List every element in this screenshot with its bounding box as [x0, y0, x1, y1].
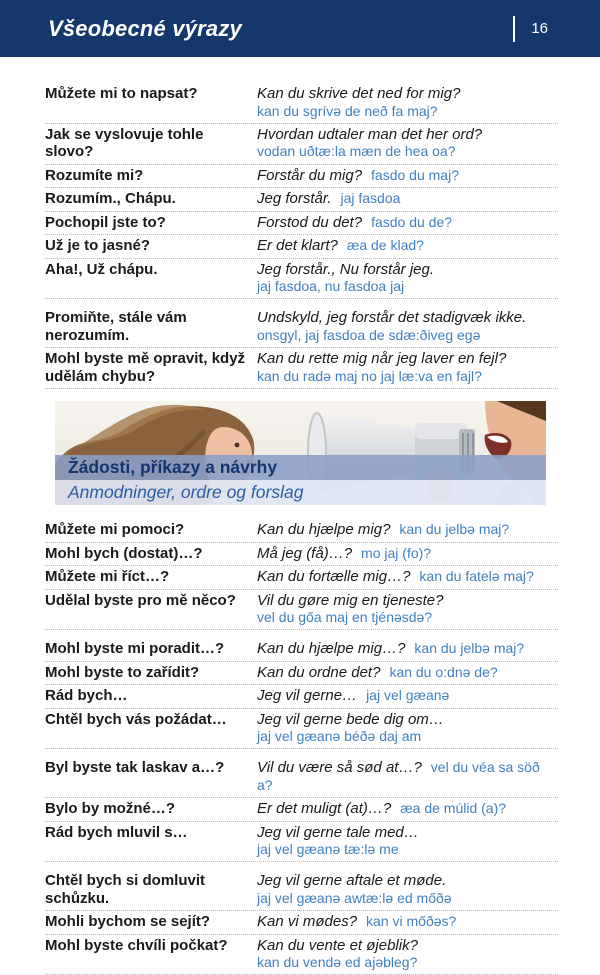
phonetic-transcription: vel du gőa maj en tjénəsdə? — [257, 609, 558, 626]
danish-phrase: Jeg vil gerne bede dig om… — [257, 711, 444, 728]
phonetic-transcription: jaj vel gæanə tæ:lə me — [257, 841, 558, 858]
czech-phrase: Rozumím., Chápu. — [45, 190, 257, 208]
page-number-separator — [513, 16, 515, 42]
danish-phrase: Forstod du det? — [257, 214, 362, 231]
phrase-row — [45, 212, 558, 236]
czech-phrase: Udělal byste pro mě něco? — [45, 592, 257, 627]
phrase-row — [45, 638, 558, 662]
phrase-row — [45, 822, 558, 863]
danish-phrase: Jeg vil gerne tale med… — [257, 824, 419, 841]
phonetic-transcription: kan vi mőðəs? — [366, 913, 456, 929]
danish-phrase: Kan du vente et øjeblik? — [257, 937, 418, 954]
chapter-title: Všeobecné výrazy — [48, 16, 513, 42]
translation-cell — [257, 872, 558, 907]
page-content — [0, 57, 600, 863]
translation-cell — [257, 545, 558, 563]
phrase-row — [45, 935, 558, 975]
danish-phrase: Kan du ordne det? — [257, 664, 380, 681]
phonetic-transcription: jaj vel gæanə awtæ:lə ed mőðə — [257, 890, 558, 907]
section-photo-banner — [55, 401, 546, 505]
czech-phrase: Mohli bychom se sejít? — [45, 913, 257, 931]
phrase-row — [45, 235, 558, 259]
danish-phrase: Forstår du mig? — [257, 167, 362, 184]
translation-cell — [257, 800, 558, 818]
translation-cell — [257, 711, 558, 746]
phonetic-transcription: vel du véa sa söð a? — [257, 759, 540, 793]
czech-phrase: Rád bych mluvil s… — [45, 824, 257, 859]
translation-cell — [257, 568, 558, 586]
danish-phrase: Kan vi mødes? — [257, 913, 357, 930]
phonetic-transcription: kan du vendə ed ajəbleg? — [257, 954, 558, 971]
phonetic-transcription: æa de klad? — [347, 237, 424, 253]
phrase-row — [45, 165, 558, 189]
czech-phrase: Můžete mi říct…? — [45, 568, 257, 586]
phrase-row — [45, 709, 558, 750]
phonetic-transcription: kan du o:dnə de? — [389, 664, 497, 680]
danish-phrase: Kan du hjælpe mig…? — [257, 640, 405, 657]
danish-phrase: Hvordan udtaler man det her ord? — [257, 126, 482, 143]
danish-phrase: Kan du skrive det ned for mig? — [257, 85, 460, 102]
translation-cell — [257, 664, 558, 682]
chapter-header — [0, 0, 600, 57]
czech-phrase: Aha!, Už chápu. — [45, 261, 257, 296]
danish-phrase: Vil du være så sød at…? — [257, 759, 422, 776]
phrase-row — [45, 188, 558, 212]
phrase-row — [45, 566, 558, 590]
translation-cell — [257, 190, 558, 208]
danish-phrase: Jeg forstår., Nu forstår jeg. — [257, 261, 434, 278]
phrase-row — [45, 798, 558, 822]
translation-cell — [257, 309, 558, 344]
translation-cell — [257, 167, 558, 185]
translation-cell — [257, 126, 558, 161]
danish-phrase: Kan du fortælle mig…? — [257, 568, 410, 585]
phonetic-transcription: mo jaj (fo)? — [361, 545, 431, 561]
czech-phrase: Chtěl bych si domluvit schůzku. — [45, 872, 257, 907]
phrase-row — [45, 870, 558, 911]
phrase-row — [45, 662, 558, 686]
phrase-row — [45, 348, 558, 389]
danish-phrase: Må jeg (få)…? — [257, 545, 352, 562]
czech-phrase: Rád bych… — [45, 687, 257, 705]
czech-phrase: Můžete mi pomoci? — [45, 521, 257, 539]
phonetic-transcription: kan du radə maj no jaj læ:va en fajl? — [257, 368, 558, 385]
translation-cell — [257, 592, 558, 627]
translation-cell — [257, 261, 558, 296]
czech-phrase: Mohl byste mi poradit…? — [45, 640, 257, 658]
czech-phrase: Jak se vyslovuje tohle slovo? — [45, 126, 257, 161]
phonetic-transcription: fasdo du de? — [371, 214, 452, 230]
section-title-czech: Žádosti, příkazy a návrhy — [55, 455, 546, 480]
phrase-row — [45, 757, 558, 798]
danish-phrase: Kan du hjælpe mig? — [257, 521, 390, 538]
danish-phrase: Kan du rette mig når jeg laver en fejl? — [257, 350, 506, 367]
translation-cell — [257, 759, 558, 794]
phrase-row — [45, 259, 558, 300]
danish-phrase: Jeg forstår. — [257, 190, 331, 207]
danish-phrase: Jeg vil gerne aftale et møde. — [257, 872, 446, 889]
phonetic-transcription: jaj vel gæanə béðə daj am — [257, 728, 558, 745]
czech-phrase: Mohl byste to zařídit? — [45, 664, 257, 682]
phonetic-transcription: onsgyl, jaj fasdoa de sdæ:ðiveg egə — [257, 327, 558, 344]
czech-phrase: Pochopil jste to? — [45, 214, 257, 232]
phrase-row — [45, 590, 558, 631]
translation-cell — [257, 350, 558, 385]
page-number-block — [513, 16, 548, 42]
danish-phrase: Er det klart? — [257, 237, 338, 254]
phonetic-transcription: fasdo du maj? — [371, 167, 459, 183]
phrase-row — [45, 124, 558, 165]
czech-phrase: Mohl byste mě opravit, když udělám chybu? — [45, 350, 257, 385]
phrase-row — [45, 519, 558, 543]
translation-cell — [257, 937, 558, 972]
translation-cell — [257, 214, 558, 232]
phonetic-transcription: kan du jelbə maj? — [399, 521, 509, 537]
translation-cell — [257, 913, 558, 931]
phonetic-transcription: kan du sgrívə de neð fa maj? — [257, 103, 558, 120]
phonetic-transcription: kan du fatelə maj? — [419, 568, 533, 584]
translation-cell — [257, 687, 558, 705]
translation-cell — [257, 237, 558, 255]
czech-phrase: Bylo by možné…? — [45, 800, 257, 818]
czech-phrase: Mohl bych (dostat)…? — [45, 545, 257, 563]
danish-phrase: Jeg vil gerne… — [257, 687, 357, 704]
phonetic-transcription: jaj fasdoa — [340, 190, 400, 206]
phrase-row — [45, 911, 558, 935]
czech-phrase: Chtěl bych vás požádat… — [45, 711, 257, 746]
section-title-danish: Anmodninger, ordre og forslag — [55, 480, 546, 505]
czech-phrase: Byl byste tak laskav a…? — [45, 759, 257, 794]
phonetic-transcription: jaj fasdoa, nu fasdoa jaj — [257, 278, 558, 295]
translation-cell — [257, 521, 558, 539]
section-banner — [55, 455, 546, 505]
phrase-row — [45, 83, 558, 124]
czech-phrase: Můžete mi to napsat? — [45, 85, 257, 120]
translation-cell — [257, 640, 558, 658]
phrase-list-general — [45, 83, 558, 389]
czech-phrase: Rozumíte mi? — [45, 167, 257, 185]
phonetic-transcription: kan du jelbə maj? — [414, 640, 524, 656]
phrase-row — [45, 307, 558, 348]
phonetic-transcription: jaj vel gæanə — [366, 687, 449, 703]
danish-phrase: Undskyld, jeg forstår det stadigvæk ikke. — [257, 309, 526, 326]
czech-phrase: Už je to jasné? — [45, 237, 257, 255]
page-number: 16 — [531, 20, 548, 37]
translation-cell — [257, 85, 558, 120]
danish-phrase: Vil du gøre mig en tjeneste? — [257, 592, 444, 609]
phrase-row — [45, 543, 558, 567]
danish-phrase: Er det muligt (at)…? — [257, 800, 391, 817]
phonetic-transcription: æa de múlid (a)? — [400, 800, 506, 816]
phrase-list-requests — [45, 519, 558, 975]
phonetic-transcription: vodan uðtæ:la mæn de hea oa? — [257, 143, 558, 160]
translation-cell — [257, 824, 558, 859]
czech-phrase: Mohl byste chvíli počkat? — [45, 937, 257, 972]
phrase-row — [45, 685, 558, 709]
czech-phrase: Promiňte, stále vám nerozumím. — [45, 309, 257, 344]
